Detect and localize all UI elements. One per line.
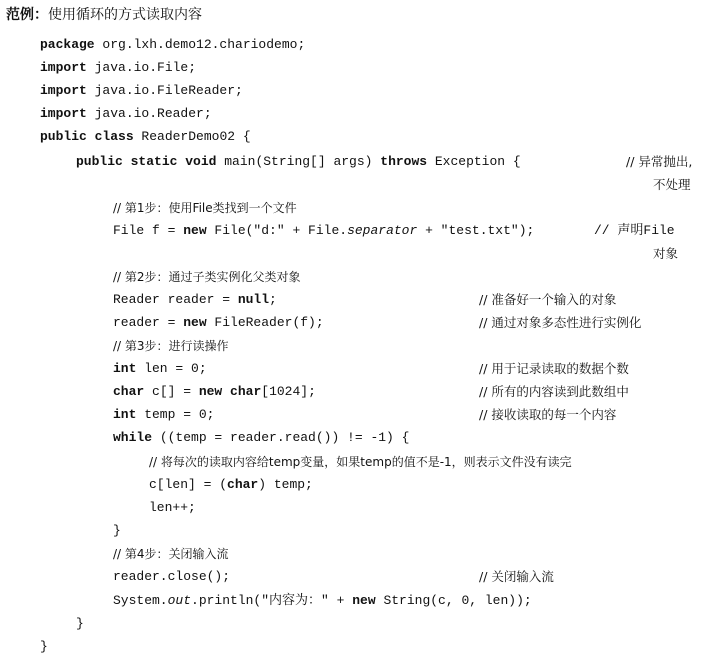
code-line-increment: len++; <box>149 500 196 515</box>
comment-step1: // 第1步：使用File类找到一个文件 <box>113 201 297 215</box>
comment-temp: // 接收读取的每一个内容 <box>479 407 617 422</box>
code-line-reader-decl: Reader reader = null; <box>113 292 277 307</box>
code-line-assign: c[len] = (char) temp; <box>149 477 313 492</box>
code-line-import-reader: import java.io.Reader; <box>40 106 212 121</box>
code-line-while: while ((temp = reader.read()) != -1) { <box>113 430 410 445</box>
comment-main: // 异常抛出, <box>626 154 693 169</box>
comment-reader-decl: // 准备好一个输入的对象 <box>479 292 617 307</box>
code-line-file: File f = new File("d:" + File.separator + "test.txt"); <box>113 223 535 238</box>
code-line-print: System.out.println("内容为：" + new String(c, 0, len)); <box>113 593 532 608</box>
comment-main-cont: 不处理 <box>653 177 691 192</box>
comment-file: // 声明File <box>594 223 675 238</box>
code-line-while-end: } <box>113 523 121 538</box>
code-line-import-file: import java.io.File; <box>40 60 197 75</box>
comment-step2: // 第2步：通过子类实例化父类对象 <box>113 270 301 284</box>
comment-close: // 关闭输入流 <box>479 569 554 584</box>
comment-char-array: // 所有的内容读到此数组中 <box>479 384 629 399</box>
example-label: 范例： <box>6 7 48 23</box>
code-line-main-end: } <box>76 616 84 631</box>
example-title: 使用循环的方式读取内容 <box>48 7 202 23</box>
code-line-import-filereader: import java.io.FileReader; <box>40 83 243 98</box>
code-line-reader-assign: reader = new FileReader(f); <box>113 315 324 330</box>
comment-step3: // 第3步：进行读操作 <box>113 339 229 353</box>
comment-loop: // 将每次的读取内容给temp变量，如果temp的值不是-1，则表示文件没有读完 <box>149 455 572 469</box>
comment-file-cont: 对象 <box>653 246 679 261</box>
comment-len: // 用于记录读取的数据个数 <box>479 361 629 376</box>
comment-reader-assign: // 通过对象多态性进行实例化 <box>479 315 642 330</box>
comment-step4: // 第4步：关闭输入流 <box>113 547 229 561</box>
code-line-package: package org.lxh.demo12.chariodemo; <box>40 37 306 52</box>
code-line-class-end: } <box>40 639 48 654</box>
code-line-main-decl: public static void main(String[] args) throws Exception { <box>76 154 521 169</box>
code-line-close: reader.close(); <box>113 569 231 584</box>
code-line-char-array: char c[] = new char[1024]; <box>113 384 316 399</box>
code-line-len: int len = 0; <box>113 361 207 376</box>
code-line-temp: int temp = 0; <box>113 407 215 422</box>
code-line-class-decl: public class ReaderDemo02 { <box>40 129 251 144</box>
